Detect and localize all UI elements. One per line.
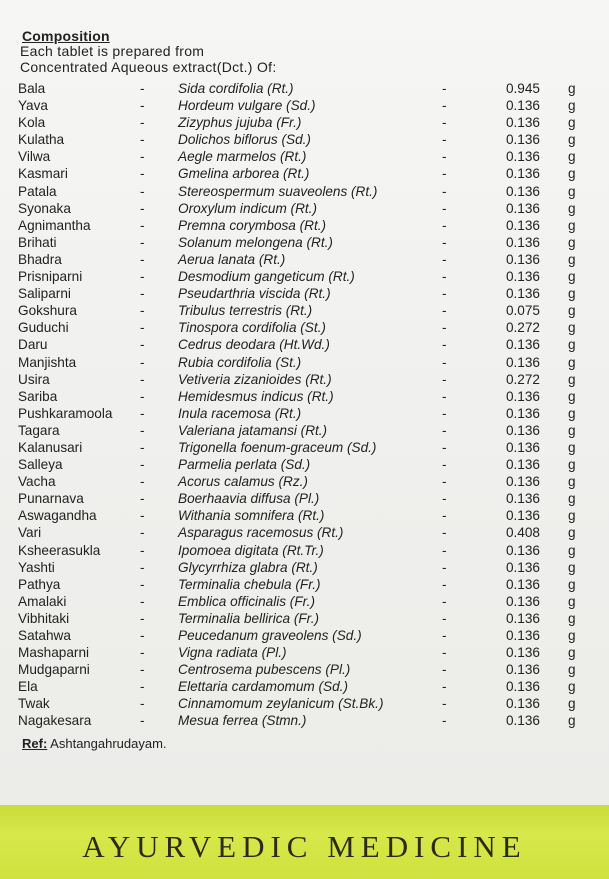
- ingredient-botanical-name: Rubia cordifolia (St.): [178, 354, 302, 370]
- separator-dash: -: [442, 98, 447, 114]
- ingredient-unit: g: [568, 388, 576, 404]
- ingredient-common-name: Gokshura: [18, 303, 77, 319]
- separator-dash: -: [442, 508, 447, 524]
- separator-dash: -: [140, 388, 145, 404]
- ingredient-quantity: 0.136: [505, 474, 540, 490]
- separator-dash: -: [140, 98, 145, 114]
- separator-dash: -: [442, 576, 447, 592]
- ingredient-unit: g: [568, 645, 576, 661]
- ingredient-botanical-name: Terminalia chebula (Fr.): [178, 576, 321, 592]
- separator-dash: -: [140, 491, 145, 507]
- separator-dash: -: [442, 183, 447, 199]
- ingredient-botanical-name: Solanum melongena (Rt.): [178, 234, 333, 250]
- ingredient-botanical-name: Zizyphus jujuba (Fr.): [178, 115, 302, 131]
- ingredient-botanical-name: Oroxylum indicum (Rt.): [178, 200, 317, 216]
- separator-dash: -: [442, 337, 447, 353]
- ingredient-quantity: 0.136: [505, 491, 540, 507]
- ingredient-common-name: Tagara: [18, 422, 60, 438]
- ingredient-unit: g: [568, 491, 576, 507]
- ingredient-row: [0, 217, 609, 234]
- separator-dash: -: [442, 217, 447, 233]
- ingredient-quantity: 0.136: [505, 132, 540, 148]
- ingredient-quantity: 0.408: [505, 525, 540, 541]
- ingredient-botanical-name: Glycyrrhiza glabra (Rt.): [178, 559, 318, 575]
- ingredient-quantity: 0.136: [505, 439, 540, 455]
- separator-dash: -: [140, 542, 145, 558]
- separator-dash: -: [140, 679, 145, 695]
- separator-dash: -: [140, 286, 145, 302]
- ingredient-quantity: 0.136: [505, 457, 540, 473]
- ingredient-common-name: Patala: [18, 183, 57, 199]
- ingredient-row: [0, 405, 609, 422]
- separator-dash: -: [140, 251, 145, 267]
- separator-dash: -: [442, 388, 447, 404]
- separator-dash: -: [442, 405, 447, 421]
- ingredient-unit: g: [568, 474, 576, 490]
- ingredient-common-name: Ksheerasukla: [18, 542, 101, 558]
- ingredient-botanical-name: Peucedanum graveolens (Sd.): [178, 628, 362, 643]
- ingredient-unit: g: [568, 679, 576, 695]
- ingredient-botanical-name: Withania somnifera (Rt.): [178, 508, 325, 524]
- separator-dash: -: [442, 303, 447, 319]
- ingredient-quantity: 0.136: [505, 251, 540, 267]
- ingredient-botanical-name: Premna corymbosa (Rt.): [178, 217, 327, 233]
- ingredient-quantity: 0.136: [505, 610, 540, 626]
- ingredient-quantity: 0.136: [505, 405, 540, 421]
- separator-dash: -: [140, 166, 145, 182]
- ingredient-common-name: Saliparni: [18, 286, 71, 302]
- ingredient-common-name: Punarnava: [18, 491, 84, 507]
- ingredient-botanical-name: Pseudarthria viscida (Rt.): [178, 286, 331, 302]
- intro-line-1: Each tablet is prepared from: [20, 43, 205, 59]
- ingredient-row: [0, 97, 609, 114]
- ingredient-unit: g: [568, 337, 576, 353]
- ingredient-unit: g: [568, 217, 576, 233]
- ingredient-quantity: 0.136: [505, 542, 540, 558]
- separator-dash: -: [140, 149, 145, 165]
- ingredient-botanical-name: Desmodium gangeticum (Rt.): [178, 269, 355, 285]
- ingredient-unit: g: [568, 422, 576, 438]
- ingredient-common-name: Amalaki: [18, 593, 67, 609]
- ingredient-unit: g: [568, 200, 576, 216]
- ingredient-row: [0, 183, 609, 200]
- ingredient-quantity: 0.136: [505, 559, 540, 575]
- ingredient-unit: g: [568, 628, 576, 643]
- ingredient-row: [0, 234, 609, 251]
- separator-dash: -: [140, 610, 145, 626]
- ingredient-botanical-name: Stereospermum suaveolens (Rt.): [178, 183, 378, 199]
- separator-dash: -: [442, 474, 447, 490]
- ingredient-row: [0, 610, 609, 627]
- reference-label: Ref:: [22, 736, 48, 751]
- ingredient-common-name: Yava: [18, 98, 48, 114]
- ingredient-common-name: Pushkaramoola: [18, 405, 113, 421]
- ingredient-row: [0, 268, 609, 285]
- separator-dash: -: [442, 354, 447, 370]
- ingredient-botanical-name: Cinnamomum zeylanicum (St.Bk.): [178, 696, 384, 712]
- ingredient-row: [0, 148, 609, 165]
- ingredient-unit: g: [568, 662, 576, 678]
- ingredient-unit: g: [568, 81, 576, 96]
- ingredient-unit: g: [568, 251, 576, 267]
- separator-dash: -: [442, 200, 447, 216]
- ingredient-row: [0, 456, 609, 473]
- ingredient-unit: g: [568, 559, 576, 575]
- ingredient-quantity: 0.136: [505, 166, 540, 182]
- ingredient-unit: g: [568, 713, 576, 729]
- ingredient-quantity: 0.136: [505, 628, 540, 643]
- ingredient-row: [0, 661, 609, 678]
- separator-dash: -: [140, 645, 145, 661]
- ingredient-botanical-name: Emblica officinalis (Fr.): [178, 593, 315, 609]
- ingredient-botanical-name: Elettaria cardamomum (Sd.): [178, 679, 348, 695]
- ingredient-unit: g: [568, 457, 576, 473]
- ingredient-botanical-name: Terminalia bellirica (Fr.): [178, 610, 320, 626]
- separator-dash: -: [140, 81, 145, 96]
- ingredient-common-name: Prisniparni: [18, 269, 83, 285]
- ingredient-row: [0, 559, 609, 576]
- separator-dash: -: [442, 166, 447, 182]
- ingredient-botanical-name: Vigna radiata (Pl.): [178, 645, 287, 661]
- ingredient-unit: g: [568, 115, 576, 131]
- ingredient-row: [0, 80, 609, 97]
- ingredient-quantity: 0.136: [505, 200, 540, 216]
- ingredient-row: [0, 695, 609, 712]
- ingredient-common-name: Vibhitaki: [18, 610, 70, 626]
- ingredient-row: [0, 114, 609, 131]
- ingredient-common-name: Agnimantha: [18, 217, 91, 233]
- ingredient-common-name: Guduchi: [18, 320, 69, 336]
- separator-dash: -: [140, 320, 145, 336]
- ingredient-botanical-name: Tribulus terrestris (Rt.): [178, 303, 313, 319]
- separator-dash: -: [140, 457, 145, 473]
- separator-dash: -: [442, 251, 447, 267]
- ingredient-row: [0, 507, 609, 524]
- ingredient-quantity: 0.136: [505, 679, 540, 695]
- separator-dash: -: [140, 303, 145, 319]
- ingredient-quantity: 0.136: [505, 508, 540, 524]
- separator-dash: -: [442, 662, 447, 678]
- separator-dash: -: [140, 508, 145, 524]
- separator-dash: -: [442, 149, 447, 165]
- ingredient-common-name: Vari: [18, 525, 42, 541]
- ingredient-botanical-name: Acorus calamus (Rz.): [178, 474, 308, 490]
- separator-dash: -: [140, 183, 145, 199]
- ingredient-common-name: Daru: [18, 337, 48, 353]
- separator-dash: -: [140, 371, 145, 387]
- ingredient-botanical-name: Vetiveria zizanioides (Rt.): [178, 371, 332, 387]
- separator-dash: -: [442, 371, 447, 387]
- ingredient-botanical-name: Hemidesmus indicus (Rt.): [178, 388, 334, 404]
- ingredient-row: [0, 627, 609, 644]
- ingredient-common-name: Brihati: [18, 234, 57, 250]
- ingredient-quantity: 0.136: [505, 234, 540, 250]
- ingredient-quantity: 0.272: [505, 320, 540, 336]
- ingredient-quantity: 0.136: [505, 696, 540, 712]
- separator-dash: -: [442, 439, 447, 455]
- separator-dash: -: [442, 559, 447, 575]
- ingredient-common-name: Kulatha: [18, 132, 65, 148]
- separator-dash: -: [140, 132, 145, 148]
- separator-dash: -: [442, 115, 447, 131]
- ingredient-row: [0, 302, 609, 319]
- separator-dash: -: [442, 542, 447, 558]
- ingredient-botanical-name: Valeriana jatamansi (Rt.): [178, 422, 328, 438]
- separator-dash: -: [140, 217, 145, 233]
- ingredient-quantity: 0.136: [505, 576, 540, 592]
- ingredient-quantity: 0.136: [505, 269, 540, 285]
- ingredient-row: [0, 388, 609, 405]
- separator-dash: -: [140, 115, 145, 131]
- separator-dash: -: [140, 593, 145, 609]
- ingredient-common-name: Kalanusari: [18, 439, 83, 455]
- ingredient-botanical-name: Sida cordifolia (Rt.): [178, 81, 294, 96]
- ingredient-unit: g: [568, 234, 576, 250]
- ingredient-common-name: Manjishta: [18, 354, 77, 370]
- ingredient-quantity: 0.136: [505, 422, 540, 438]
- separator-dash: -: [442, 593, 447, 609]
- ingredient-unit: g: [568, 371, 576, 387]
- ingredient-botanical-name: Aegle marmelos (Rt.): [178, 149, 307, 165]
- reference-note: [22, 736, 167, 751]
- ingredient-row: [0, 200, 609, 217]
- separator-dash: -: [140, 474, 145, 490]
- ingredient-unit: g: [568, 132, 576, 148]
- ingredient-common-name: Yashti: [18, 559, 55, 575]
- ingredient-common-name: Nagakesara: [18, 713, 92, 729]
- ingredient-row: [0, 524, 609, 541]
- separator-dash: -: [140, 200, 145, 216]
- ingredient-unit: g: [568, 508, 576, 524]
- separator-dash: -: [442, 610, 447, 626]
- ingredient-unit: g: [568, 320, 576, 336]
- ingredient-quantity: 0.136: [505, 115, 540, 131]
- ingredient-row: [0, 354, 609, 371]
- separator-dash: -: [140, 628, 145, 643]
- ingredient-common-name: Kola: [18, 115, 46, 131]
- ingredient-unit: g: [568, 439, 576, 455]
- ingredient-botanical-name: Dolichos biflorus (Sd.): [178, 132, 311, 148]
- ingredient-row: [0, 593, 609, 610]
- ingredient-botanical-name: Cedrus deodara (Ht.Wd.): [178, 337, 330, 353]
- separator-dash: -: [442, 234, 447, 250]
- separator-dash: -: [442, 132, 447, 148]
- separator-dash: -: [442, 286, 447, 302]
- ingredient-unit: g: [568, 269, 576, 285]
- ingredient-quantity: 0.136: [505, 217, 540, 233]
- ingredient-common-name: Syonaka: [18, 200, 71, 216]
- ingredient-row: [0, 576, 609, 593]
- ingredient-unit: g: [568, 98, 576, 114]
- ingredient-unit: g: [568, 593, 576, 609]
- ingredient-unit: g: [568, 183, 576, 199]
- ingredient-quantity: 0.136: [505, 713, 540, 729]
- ingredient-row: [0, 336, 609, 353]
- ingredient-quantity: 0.136: [505, 286, 540, 302]
- ingredient-unit: g: [568, 303, 576, 319]
- intro-line-2: Concentrated Aqueous extract(Dct.) Of:: [20, 59, 277, 75]
- ingredient-row: [0, 542, 609, 559]
- ingredient-quantity: 0.136: [505, 388, 540, 404]
- ingredient-common-name: Kasmari: [18, 166, 68, 182]
- separator-dash: -: [442, 491, 447, 507]
- ingredient-unit: g: [568, 354, 576, 370]
- separator-dash: -: [140, 525, 145, 541]
- separator-dash: -: [140, 576, 145, 592]
- separator-dash: -: [442, 628, 447, 643]
- ingredient-unit: g: [568, 696, 576, 712]
- separator-dash: -: [140, 662, 145, 678]
- ingredient-row: [0, 165, 609, 182]
- composition-heading: Composition: [22, 28, 110, 44]
- separator-dash: -: [442, 713, 447, 729]
- separator-dash: -: [140, 439, 145, 455]
- separator-dash: -: [140, 354, 145, 370]
- ingredient-common-name: Usira: [18, 371, 50, 387]
- ingredient-list: [0, 80, 609, 730]
- ingredient-botanical-name: Gmelina arborea (Rt.): [178, 166, 310, 182]
- separator-dash: -: [442, 81, 447, 96]
- ingredient-common-name: Mudgaparni: [18, 662, 90, 678]
- reference-text: Ashtangahrudayam.: [47, 736, 167, 751]
- ingredient-quantity: 0.136: [505, 98, 540, 114]
- ingredient-quantity: 0.136: [505, 662, 540, 678]
- ingredient-quantity: 0.075: [505, 303, 540, 319]
- ingredient-unit: g: [568, 576, 576, 592]
- separator-dash: -: [140, 337, 145, 353]
- separator-dash: -: [442, 422, 447, 438]
- ingredient-quantity: 0.272: [505, 371, 540, 387]
- separator-dash: -: [140, 559, 145, 575]
- ingredient-row: [0, 285, 609, 302]
- ingredient-botanical-name: Parmelia perlata (Sd.): [178, 457, 311, 473]
- ingredient-common-name: Twak: [18, 696, 50, 712]
- ingredient-botanical-name: Centrosema pubescens (Pl.): [178, 662, 351, 678]
- separator-dash: -: [140, 405, 145, 421]
- ingredient-quantity: 0.136: [505, 645, 540, 661]
- ingredient-row: [0, 473, 609, 490]
- ingredient-botanical-name: Tinospora cordifolia (St.): [178, 320, 326, 336]
- ingredient-quantity: 0.136: [505, 337, 540, 353]
- separator-dash: -: [442, 525, 447, 541]
- ingredient-row: [0, 490, 609, 507]
- ingredient-row: [0, 678, 609, 695]
- ingredient-common-name: Vacha: [18, 474, 56, 490]
- separator-dash: -: [140, 234, 145, 250]
- ingredient-common-name: Vilwa: [18, 149, 51, 165]
- separator-dash: -: [442, 457, 447, 473]
- separator-dash: -: [140, 713, 145, 729]
- ingredient-botanical-name: Aerua lanata (Rt.): [178, 251, 286, 267]
- separator-dash: -: [442, 269, 447, 285]
- banner: [0, 805, 609, 879]
- ingredient-row: [0, 439, 609, 456]
- separator-dash: -: [442, 645, 447, 661]
- ingredient-common-name: Bhadra: [18, 251, 62, 267]
- ingredient-botanical-name: Asparagus racemosus (Rt.): [178, 525, 344, 541]
- ingredient-quantity: 0.136: [505, 593, 540, 609]
- ingredient-row: [0, 131, 609, 148]
- separator-dash: -: [442, 320, 447, 336]
- separator-dash: -: [140, 696, 145, 712]
- separator-dash: -: [442, 696, 447, 712]
- ingredient-botanical-name: Ipomoea digitata (Rt.Tr.): [178, 542, 324, 558]
- ingredient-quantity: 0.945: [505, 81, 540, 96]
- ingredient-unit: g: [568, 610, 576, 626]
- ingredient-row: [0, 422, 609, 439]
- separator-dash: -: [442, 679, 447, 695]
- ingredient-common-name: Sariba: [18, 388, 58, 404]
- ingredient-common-name: Pathya: [18, 576, 61, 592]
- ingredient-row: [0, 644, 609, 661]
- ingredient-common-name: Mashaparni: [18, 645, 90, 661]
- ingredient-row: [0, 319, 609, 336]
- ingredient-unit: g: [568, 525, 576, 541]
- separator-dash: -: [140, 422, 145, 438]
- ingredient-botanical-name: Boerhaavia diffusa (Pl.): [178, 491, 320, 507]
- ingredient-botanical-name: Inula racemosa (Rt.): [178, 405, 302, 421]
- ingredient-row: [0, 712, 609, 729]
- ingredient-botanical-name: Trigonella foenum-graceum (Sd.): [178, 439, 377, 455]
- ingredient-common-name: Satahwa: [18, 628, 71, 643]
- separator-dash: -: [140, 269, 145, 285]
- ingredient-row: [0, 251, 609, 268]
- ingredient-quantity: 0.136: [505, 354, 540, 370]
- ingredient-unit: g: [568, 149, 576, 165]
- banner-text: AYURVEDIC MEDICINE: [82, 829, 527, 864]
- ingredient-botanical-name: Mesua ferrea (Stmn.): [178, 713, 307, 729]
- ingredient-unit: g: [568, 405, 576, 421]
- ingredient-botanical-name: Hordeum vulgare (Sd.): [178, 98, 316, 114]
- ingredient-common-name: Aswagandha: [18, 508, 97, 524]
- ingredient-quantity: 0.136: [505, 183, 540, 199]
- ingredient-common-name: Bala: [18, 81, 46, 96]
- ingredient-unit: g: [568, 166, 576, 182]
- ingredient-unit: g: [568, 286, 576, 302]
- ingredient-row: [0, 371, 609, 388]
- ingredient-common-name: Ela: [18, 679, 38, 695]
- ingredient-unit: g: [568, 542, 576, 558]
- ingredient-common-name: Salleya: [18, 457, 63, 473]
- ingredient-quantity: 0.136: [505, 149, 540, 165]
